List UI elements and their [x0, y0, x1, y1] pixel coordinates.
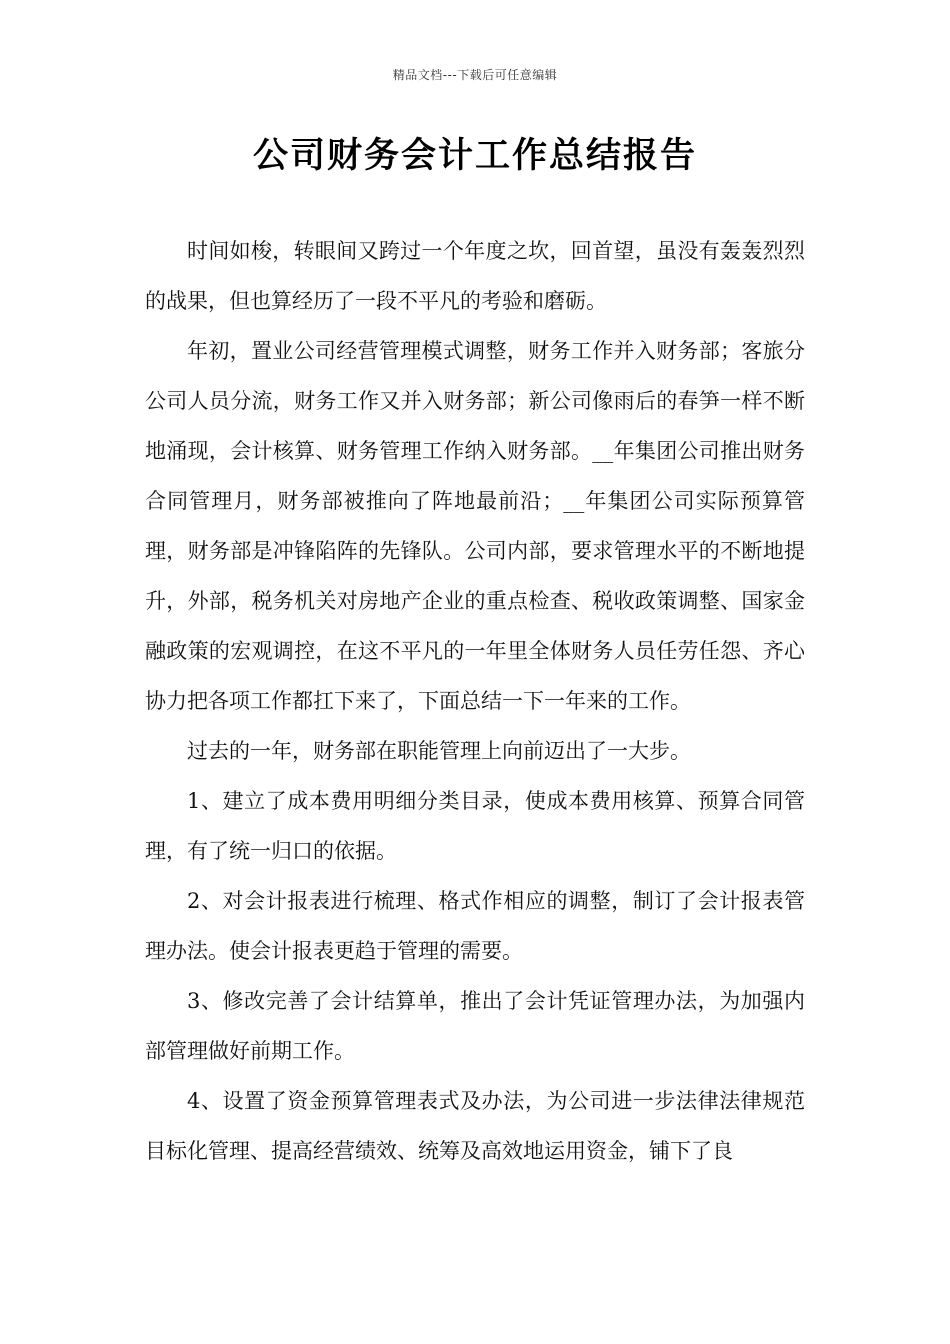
document-title: 公司财务会计工作总结报告 [252, 136, 697, 176]
paragraph-item-3: 3、修改完善了会计结算单，推出了会计凭证管理办法，为加强内部管理做好前期工作。 [145, 989, 805, 1063]
paragraph-item-2: 2、对会计报表进行梳理、格式作相应的调整，制订了会计报表管理办法。使会计报表更趋于管理的需要。 [145, 889, 805, 963]
page-header-note: 精品文档---下载后可任意编辑 [392, 68, 558, 82]
document-body [145, 226, 805, 1176]
paragraph-item-4: 4、设置了资金预算管理表式及办法，为公司进一步法律法律规范目标化管理、提高经营绩效、统筹及高效地运用资金，铺下了良 [145, 1089, 805, 1163]
paragraph-summary: 过去的一年，财务部在职能管理上向前迈出了一大步。 [187, 739, 691, 763]
paragraph-item-1: 1、建立了成本费用明细分类目录，使成本费用核算、预算合同管理，有了统一归口的依据。 [145, 789, 805, 863]
paragraph-intro: 时间如梭，转眼间又跨过一个年度之坎，回首望，虽没有轰轰烈烈的战果，但也算经历了一段不平凡的考验和磨砺。 [145, 239, 805, 313]
paragraph-year-start: 年初，置业公司经营管理模式调整，财务工作并入财务部；客旅分公司人员分流，财务工作又并入财务部；新公司像雨后的春笋一样不断地涌现，会计核算、财务管理工作纳入财务部。__年集团公司推出财务合同管理月，财务部被推向了阵地最前沿；__年集团公司实际预算管理，财务部是冲锋陷阵的先锋队。公司内部，要求管理水平的不断地提升，外部，税务机关对房地产企业的重点检查、税收政策调整、国家金融政策的宏观调控，在这不平凡的一年里全体财务人员任劳任怨、齐心协力把各项工作都扛下来了，下面总结一下一年来的工作。 [145, 339, 805, 713]
